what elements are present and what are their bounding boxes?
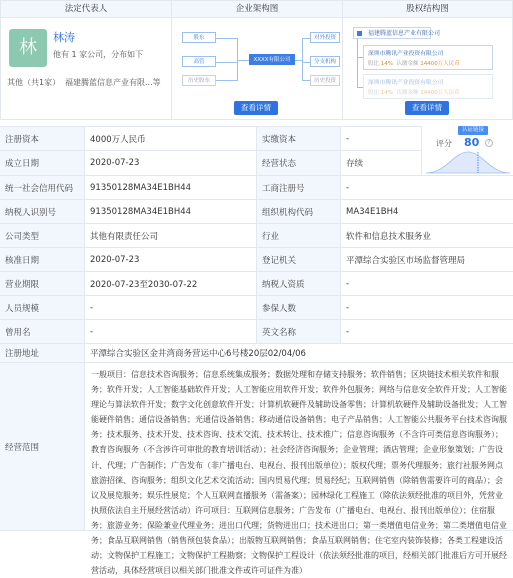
field-value: 91350128MA34E1BH44 xyxy=(84,200,256,223)
score-value: 80 xyxy=(464,136,480,149)
executive-node[interactable]: 高管 xyxy=(182,56,216,67)
legal-rep-name[interactable]: 林涛 xyxy=(53,31,75,44)
table-row xyxy=(0,363,513,576)
shareholder-meta: 股比 14% 认缴金额 14400万人民币 xyxy=(368,61,460,67)
equity-root-label: 福建腾蓝信息产业有限公司 xyxy=(368,30,441,37)
business-scope: 一般项目：信息技术咨询服务；信息系统集成服务；数据处理和存储支持服务；软件销售；区块链技术相关软件和服务；软件开发；人工智能基础软件开发；人工智能应用软件开发；软件外包服务；网络与信息安全软件开发；人工智能理论与算法软件开发；数字文化创意软件开发；计算机软硬件及辅助设备零售；计算机软硬件及辅助设备批发；人工智能硬件销售；通信设备销售；光通信设备销售；移动通信设备销售；电子产品销售；人工智能公共服务平台技术咨询服务；技术服务、技术开发、技术咨询、技术交流、技术转让、技术推广；信息咨询服务（不含许可类信息咨询服务）；教育咨询服务（不含涉许可审批的教育培训活动）；社会经济咨询服务；企业管理；酒店管理；企业形象策划；广告设计、代理；广告制作；广告发布（非广播电台、电视台、报刊出版单位）；版权代理；票务代理服务；旅行社服务网点旅游招徕、咨询服务；组织文化艺术交流活动；国内贸易代理；贸易经纪；互联网销售（除销售需要许可的商品）；会议及展览服务；娱乐性展览；个人互联网直播服务（需备案）；园林绿化工程施工（除依法须经批准的项目外，凭营业执照依法自主开展经营活动）许可项目：互联网信息服务；广告发布（广播电台、电视台、报刊出版单位）；住宿服务；旅游业务；保险兼业代理业务；进出口代理；货物进出口；技术进出口；第一类增值电信业务；第二类增值电信业务；食品互联网销售（销售预包装食品）；出版物互联网销售；食品互联网销售；住宅室内装饰装修；各类工程建设活动；文物保护工程施工；文物保护工程勘察；文物保护工程设计（依法须经批准的项目，经相关部门批准后方可开展经营活动，具体经营项目以相关部门批准文件或许可证件为准） xyxy=(84,363,513,530)
overview-panels xyxy=(0,0,513,120)
field-value: - xyxy=(340,320,513,343)
field-label: 参保人数 xyxy=(256,296,340,319)
field-value: 2020-07-23 xyxy=(84,151,256,175)
table-row xyxy=(0,200,513,224)
shareholder-meta: 股比 14% 认缴金额 14400万人民币 xyxy=(368,90,460,96)
field-label: 实缴资本 xyxy=(256,127,340,150)
connector-line xyxy=(302,62,310,63)
field-label: 营业期限 xyxy=(0,272,84,295)
field-value: - xyxy=(340,176,513,199)
history-shareholder-node[interactable]: 历史股东 xyxy=(182,75,216,86)
equity-root-node[interactable] xyxy=(353,27,441,39)
legal-rep-company-link[interactable]: 福建腾蓝信息产业有限...等 xyxy=(65,78,161,87)
equity-panel xyxy=(342,0,513,120)
connector-line xyxy=(302,38,303,80)
connector-line xyxy=(302,38,310,39)
connector-line xyxy=(216,80,238,81)
field-label: 组织机构代码 xyxy=(256,200,340,223)
legal-rep-summary: 他有 1 家公司，分布如下 xyxy=(53,50,144,59)
score-distribution-chart xyxy=(426,150,510,174)
legal-rep-panel xyxy=(0,0,171,120)
certification-badge[interactable]: 认证链接 xyxy=(458,126,488,135)
equity-shareholder-card[interactable] xyxy=(363,74,493,99)
structure-detail-button[interactable]: 查看详情 xyxy=(234,101,278,115)
connector-line xyxy=(357,39,358,87)
field-value: 4000万人民币 xyxy=(84,127,256,150)
field-value: - xyxy=(340,127,420,150)
field-value: 2020-07-23 xyxy=(84,248,256,271)
history-investment-node[interactable]: 历史投资 xyxy=(310,75,340,86)
field-value: 存续 xyxy=(340,151,420,175)
investment-node[interactable]: 对外投资 xyxy=(310,32,340,43)
legal-rep-other-count: 其他（共1家） xyxy=(7,78,61,87)
equity-detail-button[interactable]: 查看详情 xyxy=(405,101,449,115)
table-row xyxy=(0,344,513,363)
table-row xyxy=(0,296,513,320)
shareholder-name: 深圳市腾讯产业投资有限公司 xyxy=(368,51,444,57)
field-label: 经营范围 xyxy=(0,363,84,530)
connector-line xyxy=(302,80,310,81)
field-value: - xyxy=(84,320,256,343)
equity-shareholder-card[interactable] xyxy=(363,45,493,70)
score-label: 评分 xyxy=(436,139,452,148)
table-row xyxy=(0,224,513,248)
field-value: - xyxy=(340,296,513,319)
field-label: 经营状态 xyxy=(256,151,340,175)
field-label: 成立日期 xyxy=(0,151,84,175)
field-label: 注册地址 xyxy=(0,344,84,362)
shareholder-name: 深圳市腾讯产业投资有限公司 xyxy=(368,80,444,86)
company-node[interactable]: XXXX有限公司 xyxy=(249,54,295,65)
field-label: 人员规模 xyxy=(0,296,84,319)
field-value: 91350128MA34E1BH44 xyxy=(84,176,256,199)
field-label: 核准日期 xyxy=(0,248,84,271)
table-row xyxy=(0,248,513,272)
structure-title: 企业架构图 xyxy=(172,1,342,18)
field-label: 工商注册号 xyxy=(256,176,340,199)
branch-node[interactable]: 分支机构 xyxy=(310,56,340,67)
field-label: 行业 xyxy=(256,224,340,247)
legal-rep-title: 法定代表人 xyxy=(1,1,171,18)
field-label: 纳税人识别号 xyxy=(0,200,84,223)
field-value: MA34E1BH4 xyxy=(340,200,513,223)
shareholder-node[interactable]: 股东 xyxy=(182,32,216,43)
field-label: 注册资本 xyxy=(0,127,84,150)
table-row xyxy=(0,272,513,296)
connector-line xyxy=(237,60,249,61)
table-row xyxy=(0,176,513,200)
field-label: 公司类型 xyxy=(0,224,84,247)
table-row xyxy=(0,320,513,344)
registered-address: 平潭综合实验区金井湾商务营运中心6号楼20层02/04/06 xyxy=(84,344,513,362)
field-value: 其他有限责任公司 xyxy=(84,224,256,247)
field-value: - xyxy=(340,272,513,295)
help-icon[interactable]: ? xyxy=(485,139,493,147)
field-label: 英文名称 xyxy=(256,320,340,343)
equity-title: 股权结构图 xyxy=(343,1,512,18)
field-value: - xyxy=(84,296,256,319)
field-value: 平潭综合实验区市场监督管理局 xyxy=(340,248,513,271)
company-square-icon xyxy=(357,31,362,36)
field-value: 2020-07-23至2030-07-22 xyxy=(84,272,256,295)
field-label: 曾用名 xyxy=(0,320,84,343)
score-widget xyxy=(421,126,513,176)
field-label: 登记机关 xyxy=(256,248,340,271)
structure-panel xyxy=(171,0,342,120)
connector-line xyxy=(237,38,238,80)
field-label: 统一社会信用代码 xyxy=(0,176,84,199)
connector-line xyxy=(216,38,238,39)
avatar: 林 xyxy=(9,29,47,67)
field-label: 纳税人资质 xyxy=(256,272,340,295)
connector-line xyxy=(216,62,238,63)
field-value: 软件和信息技术服务业 xyxy=(340,224,513,247)
